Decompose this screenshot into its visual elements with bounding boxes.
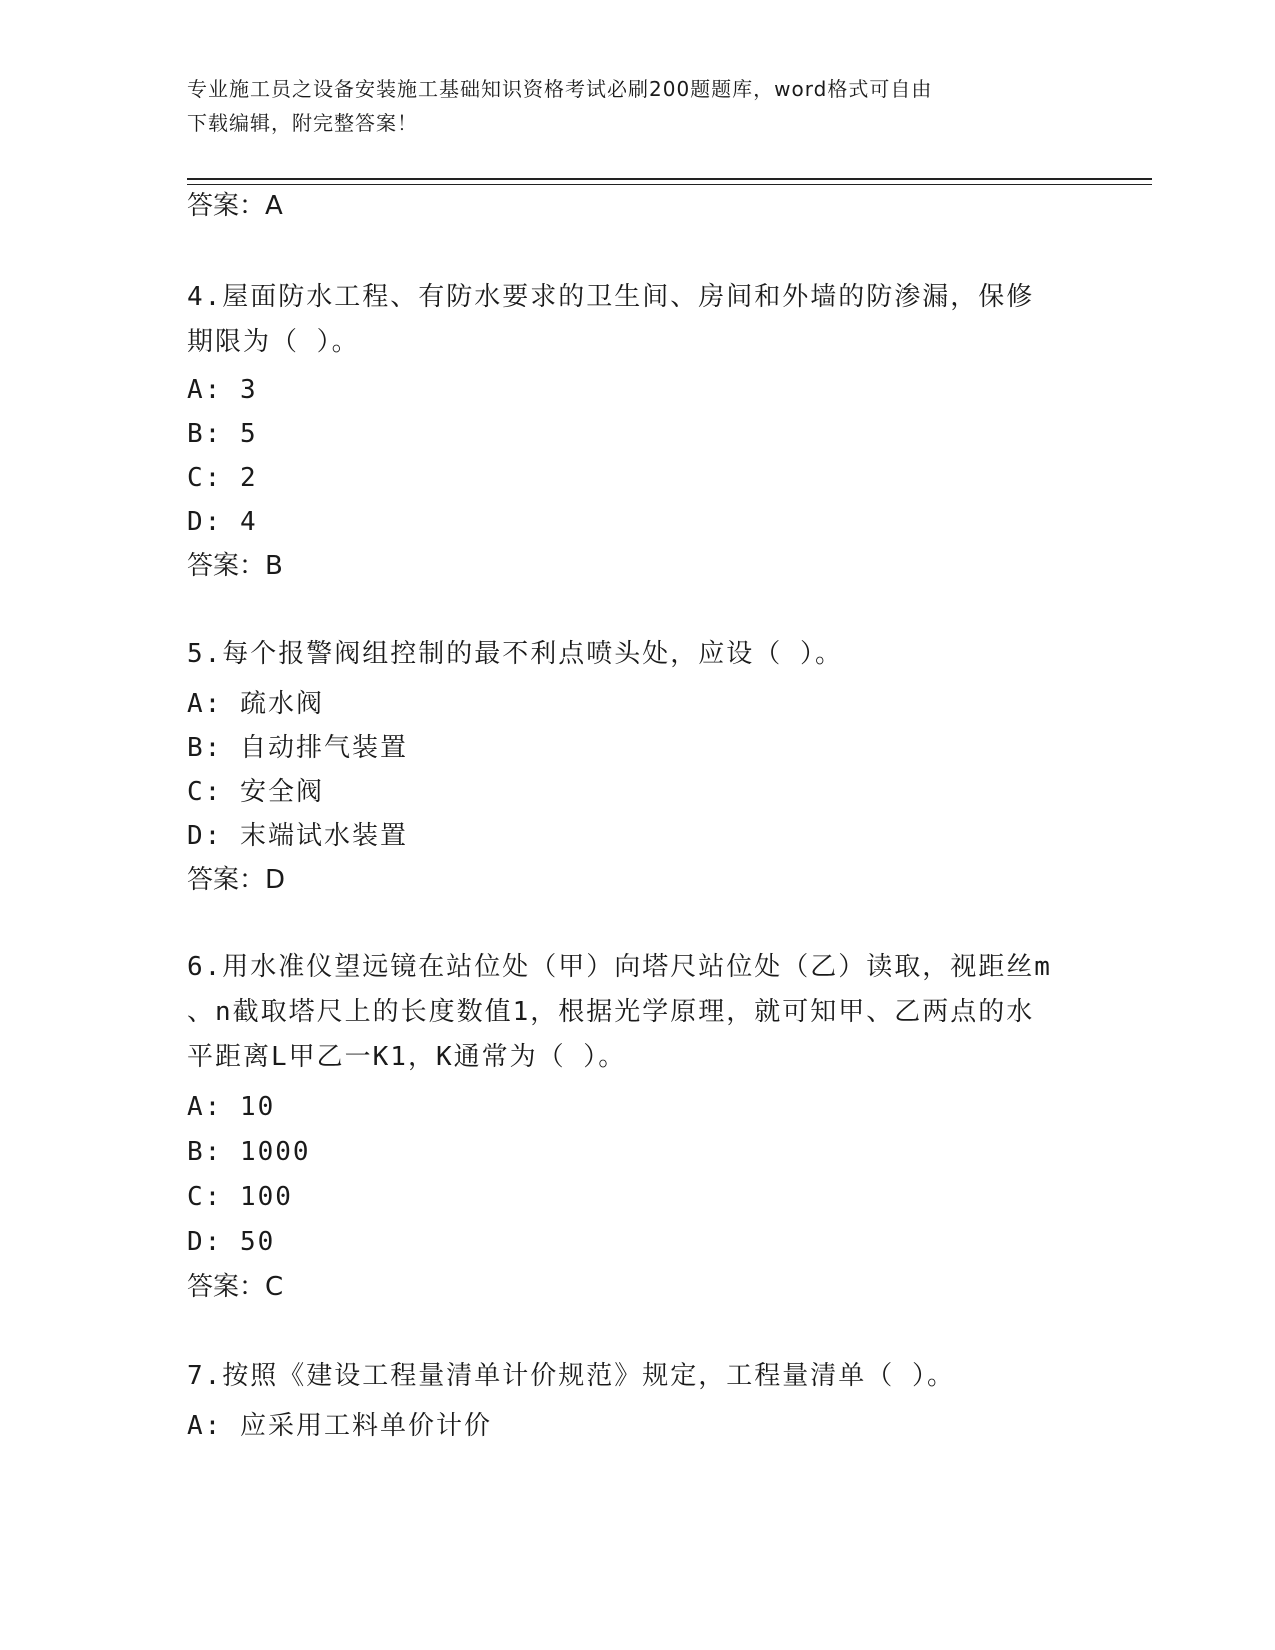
question-text — [187, 275, 1087, 365]
question-text-line: 6.用水准仪望远镜在站位处（甲）向塔尺站位处（乙）读取，视距丝m — [187, 952, 1052, 982]
option-a: A: 疏水阀 — [187, 689, 324, 719]
question-text-line: 平距离L甲乙一K1，K通常为（ ）。 — [187, 1042, 627, 1072]
question-text-line: 7.按照《建设工程量清单计价规范》规定，工程量清单（ ）。 — [187, 1361, 955, 1391]
question-text-line: 4.屋面防水工程、有防水要求的卫生间、房间和外墙的防渗漏，保修 — [187, 282, 1035, 312]
document-header — [187, 72, 1067, 140]
option-c: C: 100 — [187, 1182, 293, 1212]
option-a: A: 3 — [187, 375, 258, 405]
answer-line: 答案：C — [187, 1272, 284, 1302]
header-divider-thin — [187, 184, 1152, 185]
option-d: D: 50 — [187, 1227, 276, 1257]
answer-line: 答案：D — [187, 865, 286, 895]
question-text — [187, 945, 1087, 1080]
option-a: A: 10 — [187, 1092, 276, 1122]
question-text-line: 、n截取塔尺上的长度数值1，根据光学原理，就可知甲、乙两点的水 — [187, 997, 1035, 1027]
option-d: D: 末端试水装置 — [187, 821, 408, 851]
option-b: B: 1000 — [187, 1137, 311, 1167]
option-d: D: 4 — [187, 507, 258, 537]
option-b: B: 5 — [187, 419, 258, 449]
option-a: A: 应采用工料单价计价 — [187, 1411, 492, 1441]
question-text-line: 期限为（ ）。 — [187, 327, 360, 357]
question-text — [187, 632, 1087, 677]
header-divider — [187, 178, 1152, 180]
header-line-2: 下载编辑，附完整答案！ — [187, 111, 418, 135]
option-b: B: 自动排气装置 — [187, 733, 408, 763]
option-c: C: 安全阀 — [187, 777, 324, 807]
answer-line: 答案：B — [187, 551, 283, 581]
question-text — [187, 1354, 1087, 1399]
option-c: C: 2 — [187, 463, 258, 493]
question-text-line: 5.每个报警阀组控制的最不利点喷头处，应设（ ）。 — [187, 639, 843, 669]
answer-line: 答案：A — [187, 191, 283, 221]
header-line-1: 专业施工员之设备安装施工基础知识资格考试必刷200题题库，word格式可自由 — [187, 77, 933, 101]
